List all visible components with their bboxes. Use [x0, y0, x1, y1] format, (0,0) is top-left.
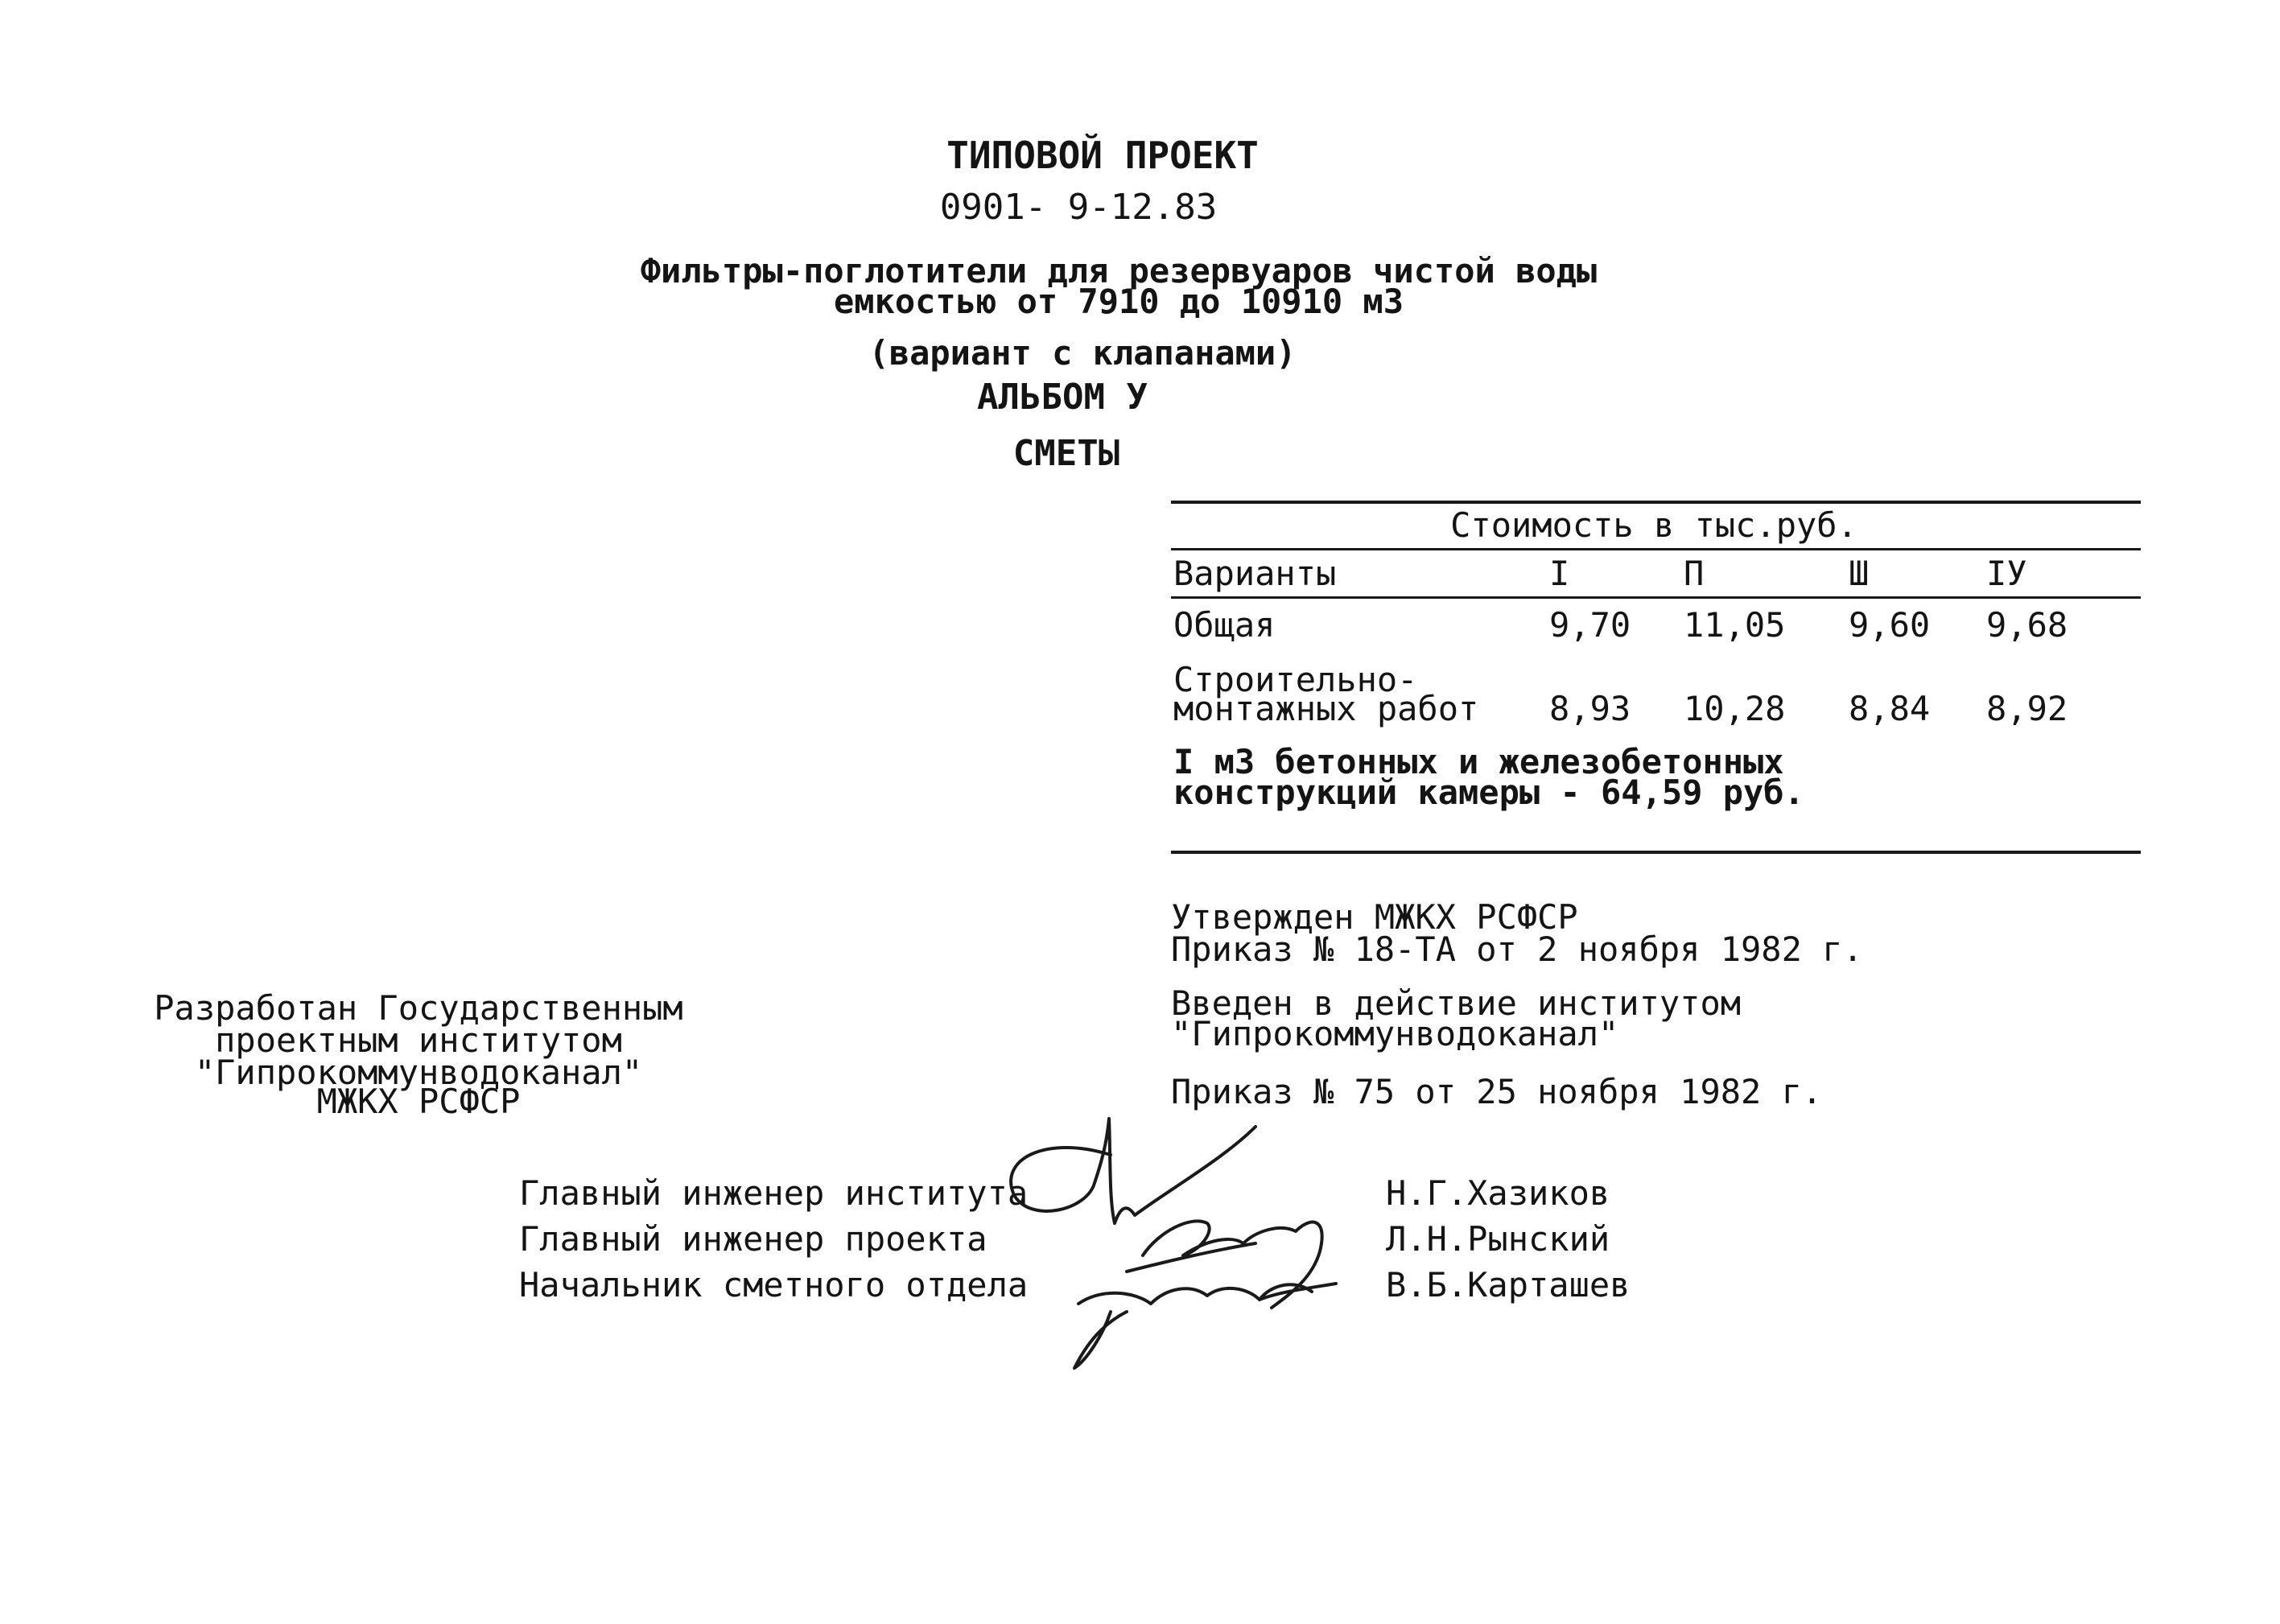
- project-subject-line-1: Фильтры-поглотители для резервуаров чистой воды: [640, 251, 1598, 291]
- row-label-total: Общая: [1173, 605, 1276, 645]
- cell-total-variant-4: 9,68: [1986, 605, 2068, 645]
- column-header-variant-2: П: [1684, 554, 1705, 593]
- album-label: АЛЬБОМ У: [977, 377, 1148, 418]
- approval-line-3: Введен в действие институтом: [1171, 983, 1742, 1023]
- cell-total-variant-3: 9,60: [1849, 605, 1931, 645]
- developer-line-1: Разработан Государственным: [154, 988, 683, 1028]
- signatory-name-3: В.Б.Карташев: [1386, 1265, 1631, 1305]
- signature-1: [1011, 1119, 1255, 1223]
- document-title: ТИПОВОЙ ПРОЕКТ: [946, 134, 1259, 177]
- column-header-variant-1: I: [1549, 554, 1570, 593]
- signatory-name-2: Л.Н.Рынский: [1386, 1219, 1610, 1259]
- developer-line-3: "Гипрокоммунводоканал": [194, 1053, 643, 1092]
- project-code: 0901- 9-12.83: [939, 187, 1218, 228]
- cell-total-variant-1: 9,70: [1549, 605, 1631, 645]
- column-header-variant-3: Ш: [1849, 554, 1870, 593]
- handwritten-signatures: [966, 1111, 1416, 1376]
- signatory-role-2: Главный инженер проекта: [519, 1219, 987, 1259]
- table-note-line-1: I м3 бетонных и железобетонных: [1173, 742, 1784, 781]
- cell-construction-variant-1: 8,93: [1549, 689, 1631, 728]
- cell-total-variant-2: 11,05: [1684, 605, 1786, 645]
- project-variant: (вариант с клапанами): [868, 333, 1297, 373]
- approval-line-1: Утвержден МЖКХ РСФСР: [1171, 897, 1578, 937]
- project-subject-line-2: емкостью от 7910 до 10910 м3: [833, 282, 1404, 321]
- table-caption: Стоимость в тыс.руб.: [1450, 505, 1857, 545]
- signatory-role-3: Начальник сметного отдела: [519, 1265, 1029, 1305]
- cell-construction-variant-2: 10,28: [1684, 689, 1786, 728]
- developer-line-2: проектным институтом: [215, 1020, 622, 1060]
- approval-line-4: "Гипрокоммунводоканал": [1171, 1014, 1619, 1053]
- signature-2: [1127, 1221, 1322, 1308]
- approval-line-2: Приказ № 18-ТА от 2 ноября 1982 г.: [1171, 929, 1863, 969]
- table-rule-header: [1171, 596, 2141, 599]
- table-rule-caption: [1171, 548, 2141, 550]
- column-header-variant-4: IУ: [1986, 554, 2027, 593]
- table-rule-bottom: [1171, 851, 2141, 854]
- table-rule-top: [1171, 501, 2141, 504]
- signature-3: [1074, 1284, 1336, 1368]
- table-note-line-2: конструкций камеры - 64,59 руб.: [1173, 773, 1804, 812]
- signatory-role-1: Главный инженер института: [519, 1173, 1029, 1213]
- row-label-construction-line-2: монтажных работ: [1173, 689, 1479, 728]
- approval-line-5: Приказ № 75 от 25 ноября 1982 г.: [1171, 1072, 1823, 1111]
- developer-line-4: МЖКХ РСФСР: [316, 1082, 521, 1121]
- section-label: СМЕТЫ: [1012, 433, 1120, 474]
- cell-construction-variant-4: 8,92: [1986, 689, 2068, 728]
- signatory-name-1: Н.Г.Хазиков: [1386, 1173, 1610, 1213]
- row-label-construction-line-1: Строительно-: [1173, 660, 1418, 699]
- column-header-variants: Варианты: [1173, 554, 1337, 593]
- cell-construction-variant-3: 8,84: [1849, 689, 1931, 728]
